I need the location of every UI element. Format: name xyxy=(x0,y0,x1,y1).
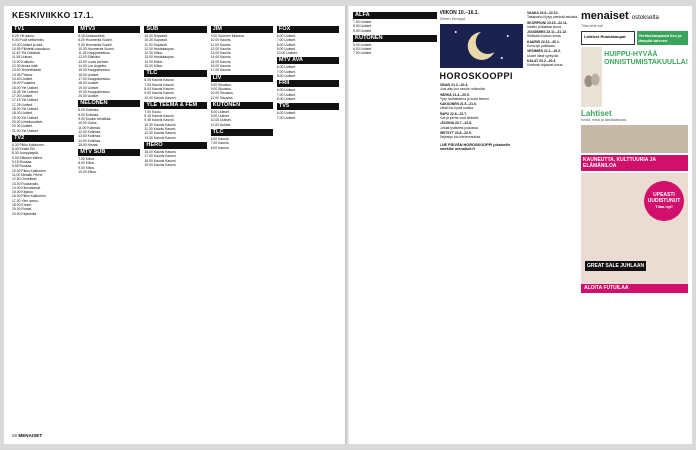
program-listing: 8.00 Uutiset. xyxy=(276,42,296,47)
program-listing: 8.00 Uutiset. xyxy=(276,74,296,79)
program-listing: 8.30 Jumppatytöt. xyxy=(12,151,39,156)
sign-text: Seikkailu kutsuu sinua. xyxy=(527,34,562,39)
program-listing: 17.00 Kaunis Kasvot. xyxy=(144,154,177,159)
channel-heading: MTV AVA xyxy=(277,57,339,64)
program-listing: 10.00 Kaunis Kasvot. xyxy=(144,95,177,100)
program-listing: 18.00 Uutiset. xyxy=(78,81,100,86)
program-listing: 6.00 Kotimaa. xyxy=(78,108,100,113)
channel-heading: LIV xyxy=(211,75,273,82)
program-listing: 9.15 Ruokaa. xyxy=(12,160,33,165)
program-listing: 11.40 Ylä Oddasat. xyxy=(12,51,41,56)
program-listing: 12.50 Onnelliset. xyxy=(12,177,38,182)
channel-heading: SUB xyxy=(144,26,206,33)
program-listing: 13.00 Terveellisesti. xyxy=(12,68,42,73)
program-listing: 14.00 Kiinnostavat. xyxy=(12,185,41,190)
program-listing: 12.30 Kiitos. xyxy=(144,51,164,56)
program-listing: 8.40 Kesän Elli. xyxy=(12,147,36,152)
program-listing: 15.00 Kiitos. xyxy=(144,64,164,69)
sign-name: KAURIS 22.12.–20.1. xyxy=(527,39,560,44)
program-listing: 10.00 Sopassit. xyxy=(144,34,168,38)
sign-name: OINAS 21.3.–20.4. xyxy=(439,83,469,87)
program-listing: 11.00 Kaunis. xyxy=(210,42,232,47)
sign-text: Koti ja perhe ovat tärkeitä. xyxy=(439,116,479,121)
program-listing: 9.00 Kaunis Kasvot. xyxy=(144,91,175,96)
program-listing: 13.35 Prisma. xyxy=(12,72,33,77)
ad-brand-sub: ostokselta xyxy=(631,15,659,21)
program-listing: 10.55 Piilotettu hauskuus. xyxy=(12,46,51,51)
horoscope-dates: VIIKON 10.–16.1. xyxy=(439,10,479,16)
ad-bottom: ALOITA FUTUILAA xyxy=(581,284,688,293)
program-listing: 13.00 Hustakaupan. xyxy=(144,55,175,60)
advert-column xyxy=(527,10,579,424)
program-listing: 10.00 Kiitos. xyxy=(78,170,97,175)
program-listing: 7.00 Uutiset. xyxy=(276,38,296,43)
sign-name: KALAT 20.2.–20.3. xyxy=(527,58,557,63)
ad-slogan: Verkkokaupasta liso ja lämpöä talveen xyxy=(637,31,689,45)
sign-name: RAPU 22.6.–22.7. xyxy=(439,111,468,116)
listing-column-3 xyxy=(144,24,206,424)
program-listing: 11.00 Meidän Perhe. xyxy=(12,172,44,177)
program-listing: 14.00 Los Angeles. xyxy=(78,64,108,69)
program-listing: 17.00 Uutiset. xyxy=(12,94,33,99)
channel-heading: NELONEN xyxy=(78,100,140,107)
program-listing: 10.00 Uutiset. xyxy=(210,118,232,123)
sign-text: Tasapaino löytyy pienistä asioista. xyxy=(527,15,579,20)
program-listing: 7.00 Uutiset. xyxy=(353,20,373,24)
program-listing: 8.00 Kaunis Kasvot. xyxy=(144,86,175,91)
channel-heading: FOX xyxy=(277,26,339,33)
program-listing: 16.00 Yle Uutiset. xyxy=(12,85,39,90)
program-listing: 21.00 Yle Uutiset. xyxy=(12,128,39,133)
program-listing: 9.30 Puoli seitsemän. xyxy=(12,38,45,43)
sign-name: KAKSONEN 21.5.–21.6. xyxy=(439,102,477,107)
program-listing: 10.00 Uutiset ja sää. xyxy=(12,42,43,47)
program-listing: 16.35 Yle Uutiset. xyxy=(12,89,39,94)
program-listing: 9.00 Koulun tekniikka. xyxy=(78,117,112,122)
channel-heading: FRII xyxy=(277,80,339,87)
program-listing: 8.15 Kaunis Kasvot. xyxy=(144,114,175,119)
program-listing: 9.00 Eläinten elämä. xyxy=(12,155,43,160)
channel-heading: MTV3 xyxy=(78,26,140,33)
listing-column-2 xyxy=(78,24,140,424)
program-listing: 7.00 Koulu. xyxy=(144,109,162,114)
page-number: 58 xyxy=(12,433,18,438)
running-head: KESKIVIIKKO 17.1. xyxy=(12,10,94,20)
program-listing: 19.00 Uutiset. xyxy=(78,85,100,90)
magazine-cover xyxy=(581,173,688,293)
program-listing: 6.15 Aamuuutiset. xyxy=(78,34,106,38)
channel-heading: TV2 xyxy=(12,135,74,142)
program-listing: 9.00 Uutiset. xyxy=(210,114,230,119)
program-listing: 17.00 Ylen aamu. xyxy=(12,198,39,203)
program-listing: 17.00 Kauppakeskus. xyxy=(78,76,111,81)
program-listing: 16.00 Uutiset. xyxy=(78,72,100,77)
sign-name: JOUSIMIES 23.11.–21.12. xyxy=(527,30,567,35)
program-listing: 14.00 Kotimaa. xyxy=(78,138,102,143)
program-listing: 6.25 Yle aamu. xyxy=(12,34,35,38)
program-listing: 8.00 Uutiset. xyxy=(276,96,296,101)
horoscope-illustration xyxy=(440,24,524,68)
moon-icon xyxy=(440,24,524,68)
listing-column-4 xyxy=(211,24,273,424)
program-listing: 10.00 Uutiset. xyxy=(276,51,298,56)
program-listing: 7.00 Uutiset. xyxy=(276,115,296,120)
channel-heading: TV1 xyxy=(12,26,74,33)
program-listing: 12.30 Kaunis Kasvot. xyxy=(144,131,177,136)
channel-heading: KUTONEN xyxy=(211,102,273,109)
program-listing: 6.05 Kaunis Kasvot. xyxy=(144,78,175,83)
sign-name: VAAKA 23.9.–22.10. xyxy=(527,11,559,15)
channel-heading: TV5 xyxy=(277,103,339,110)
tv-listings xyxy=(12,24,339,424)
program-listing: 7.00 Kaunis. xyxy=(210,141,230,146)
program-listing: 5.00 Uutiset. xyxy=(353,42,373,47)
program-listing: 6.00 Uutiset. xyxy=(276,34,296,38)
horoscope-title: HOROSKOOPPI xyxy=(439,71,514,81)
sign-text: Loistat ystäviesi joukossa. xyxy=(439,125,479,130)
ad-store: Lahtiset Ruokakaupat xyxy=(581,31,635,45)
program-listing: 15.30 Kirjasto. xyxy=(12,190,34,195)
program-listing: 11.30 Kaunis Kasvot. xyxy=(144,127,177,132)
sign-name: HÄRKÄ 21.4.–20.5. xyxy=(439,92,470,97)
program-listing: 10.30 Sopassit. xyxy=(144,38,168,43)
program-listing: 13.00 Luota kertoen. xyxy=(78,59,110,64)
program-listing: 11.00 Kotimaa. xyxy=(78,125,101,130)
sign-text: Viesti tuo hyviä uutisia. xyxy=(439,106,474,111)
slippers-icon xyxy=(581,47,602,107)
program-listing: 14.00 Kiitos. xyxy=(144,59,164,64)
program-listing: 16.00 Kaunis Kasvot. xyxy=(144,149,177,154)
program-listing: 12.00 Kotikatu. xyxy=(12,59,35,64)
program-listing: 9.00 Uutiset. xyxy=(353,28,373,33)
tv-listings-right xyxy=(353,10,523,424)
program-listing: 12.30 Arvaa mitä. xyxy=(12,64,39,69)
sticker-text: UPEASTI UUDISTUNUT xyxy=(647,192,681,204)
program-listing: 6.00 Uutiset. xyxy=(276,65,296,70)
program-listing: 19.00 Ruotsi. xyxy=(12,207,32,212)
program-listing: 11.00 Sisustus. xyxy=(210,95,234,100)
program-listing: 20.30 Uutiset. xyxy=(12,124,33,129)
program-listing: 14.00 Kaunis. xyxy=(210,55,232,60)
listing-column-5 xyxy=(277,24,339,424)
program-listing: 7.00 Uutiset. xyxy=(353,51,373,56)
sticker xyxy=(644,181,684,221)
program-listing: 18.00 Kaunis Kasvot. xyxy=(144,158,177,163)
program-listing: 10.30 Huomenta Suomi. xyxy=(78,46,115,51)
program-listing: 16.00 Kaunis. xyxy=(210,64,232,69)
program-listing: 20.00 Kirjastolla. xyxy=(12,211,38,216)
program-listing: 10.00 Sisustus. xyxy=(210,91,234,96)
sign-text: Uudet ideat syntyvät. xyxy=(527,53,559,58)
ad-banner: KAUNEUTTA, KULTTUURIA JA ELÄMÄNILOA xyxy=(581,155,688,171)
program-listing: 6.20 Huomenta Suomi. xyxy=(78,38,113,43)
program-listing: 15.00 Kaunis. xyxy=(210,59,232,64)
program-listing: 18.00 Yle Uutiset. xyxy=(12,107,39,112)
program-listing: 15.00 Hinnat. xyxy=(78,142,99,147)
channel-heading: HERO xyxy=(144,142,206,149)
program-listing: 9.55 Ruokaa. xyxy=(12,164,33,169)
program-listing: 11.00 Sopassit. xyxy=(144,42,168,47)
program-listing: 10.30 Kaunis Kasvot. xyxy=(144,122,177,127)
program-listing: 12.00 Kotimaa. xyxy=(78,129,102,134)
program-listing: 17.15 Yle Uutiset. xyxy=(12,98,39,103)
program-listing: 6.30 Pikku Kakkonen. xyxy=(12,142,45,147)
sign-text: Järjestys tuo mielenrauhaa. xyxy=(439,135,481,140)
program-listing: 13.00 Kotimaa. xyxy=(78,134,102,139)
program-listing: 6.00 Uutiset. xyxy=(353,47,373,52)
horoscope-author: Eileen Kemppi xyxy=(439,16,466,21)
program-listing: 7.00 Uutiset. xyxy=(276,92,296,97)
sign-name: SKORPIONI 23.10.–22.11. xyxy=(527,20,568,25)
horoscope-column-1 xyxy=(440,10,524,424)
listing-column-1 xyxy=(12,24,74,424)
program-listing: 17.00 Kaunis. xyxy=(210,68,232,73)
magazine-name: MENAISET xyxy=(18,433,43,438)
ad-brand-2-sub: Kestä, mikä ja ainutlaatuista. xyxy=(581,117,627,122)
channel-heading: TLC xyxy=(211,129,273,136)
ad-brand: menaiset xyxy=(581,10,629,22)
program-listing: 8.00 Sisustus. xyxy=(210,82,232,87)
program-listing: 9.00 Suomen Mukava. xyxy=(210,34,245,38)
program-listing: 9.00 Kiitos. xyxy=(78,165,95,170)
program-listing: 17.25 Uutiset. xyxy=(12,102,33,107)
program-listing: 16.00 Pikku Kakkonen. xyxy=(12,194,47,199)
listing-column-right xyxy=(353,10,437,424)
channel-heading: MTV SUB xyxy=(78,149,140,156)
program-listing: 9.00 Sisustus. xyxy=(210,86,232,91)
program-listing: 6.00 Uutiset. xyxy=(276,111,296,116)
channel-heading: YLE TEEMA & FEM xyxy=(144,102,206,109)
program-listing: 10.00 Kaunis. xyxy=(210,38,232,43)
horoscope-signs-2 xyxy=(527,11,579,68)
program-listing: 7.00 Kiitos. xyxy=(78,157,95,162)
channel-heading: ALFA xyxy=(353,12,437,19)
sign-name: NEITSYT 23.8.–22.9. xyxy=(439,130,472,135)
channel-heading: JIM xyxy=(211,26,273,33)
program-listing: 13.00 Kaunis. xyxy=(210,51,232,56)
sign-text: Pysy rauhallisena ja luota itseesi. xyxy=(439,96,490,101)
ad-tagline: Tilaa lehti nyt! xyxy=(581,24,604,28)
program-listing: 20.00 Uutiset. xyxy=(78,94,100,99)
program-listing: 13.00 Ruokavalio. xyxy=(12,181,40,186)
program-listing: 18.00 Ennen. xyxy=(12,202,33,207)
sign-name: VESIMIES 21.1.–19.2. xyxy=(527,49,561,54)
horoscope-footer-note: LUE PÄIVÄN HOROSKOOPPI jokaiselle merkille menaiset.fi xyxy=(439,142,511,152)
program-listing: 6.00 Kaunis. xyxy=(210,137,230,142)
program-listing: 8.00 Kaunis. xyxy=(210,145,230,150)
right-page xyxy=(349,6,692,444)
program-listing: 10.00 Pikku Kakkonen. xyxy=(12,168,47,173)
program-listing: 10.00 Ostos. xyxy=(78,121,98,126)
program-listing: 11.55 Uutiset. xyxy=(12,55,33,60)
product-image xyxy=(581,47,602,107)
sticker-sub: Tilaa nyt! xyxy=(655,204,673,209)
sign-text: Intuitio johdattaa sinua. xyxy=(527,24,562,29)
program-listing: 8.00 Kiitos. xyxy=(78,161,95,166)
advertisement xyxy=(581,10,688,430)
program-listing: 19.00 Kaunis Kasvot. xyxy=(144,162,177,167)
program-listing: 12.00 Hustakaupan. xyxy=(144,46,175,51)
sign-name: LEIJONA 23.7.–22.8. xyxy=(439,121,472,126)
ad-headline: HUIPPU-HYVÄÄ ONNISTUMISTAKUULLA! xyxy=(604,50,688,66)
program-listing: 8.00 Kotimaa. xyxy=(78,112,100,117)
channel-heading: KUTONEN xyxy=(353,35,437,42)
program-listing: 11.00 Uutiset. xyxy=(210,122,232,127)
program-listing: 11.25 Kauppakeskus. xyxy=(78,51,111,56)
sign-text: Unelmat ohjaavat sinua. xyxy=(527,63,564,68)
program-listing: 12.00 Elämäni. xyxy=(78,55,101,60)
horoscope-signs xyxy=(440,83,524,140)
program-listing: 6.00 Uutiset. xyxy=(276,88,296,93)
program-listing: 18.30 Uutiset. xyxy=(12,111,33,116)
program-listing: 9.00 Uutiset. xyxy=(276,46,296,51)
program-listing: 9.00 Huomenta Suomi. xyxy=(78,42,113,47)
program-listing: 20.00 Urheiluuutiset. xyxy=(12,119,44,124)
program-listing: 19.00 Yle Uutiset. xyxy=(12,115,39,120)
program-listing: 13.30 Kaunis Kasvot. xyxy=(144,135,177,140)
program-listing: 7.00 Uutiset. xyxy=(276,69,296,74)
model-photo xyxy=(581,125,688,153)
program-listing: 15.00 Puutarha. xyxy=(12,81,37,86)
program-listing: 8.00 Uutiset. xyxy=(353,24,373,29)
program-listing: 15.00 Kauppakeskus. xyxy=(78,68,111,73)
program-listing: 14.40 Uutiset. xyxy=(12,76,33,81)
cover-badge: GREAT SALE JUHLAAN xyxy=(587,263,645,269)
program-listing: 8.00 Uutiset. xyxy=(210,109,230,114)
sign-text: Kova työ palkitaan. xyxy=(527,44,556,49)
program-listing: 19.30 Kauppakeskus. xyxy=(78,89,111,94)
program-listing: 9.45 Kaunis Kasvot. xyxy=(144,118,175,123)
ad-brand-2: Lahtiset xyxy=(581,108,612,118)
program-listing: 12.00 Kaunis. xyxy=(210,46,232,51)
page-footer xyxy=(12,433,42,438)
left-page xyxy=(4,6,345,444)
channel-heading: TLC xyxy=(144,70,206,77)
program-listing: 7.05 Kaunis Kasvot. xyxy=(144,82,175,87)
sign-text: Uusi alku tuo sinulle rohkeutta. xyxy=(439,87,486,92)
